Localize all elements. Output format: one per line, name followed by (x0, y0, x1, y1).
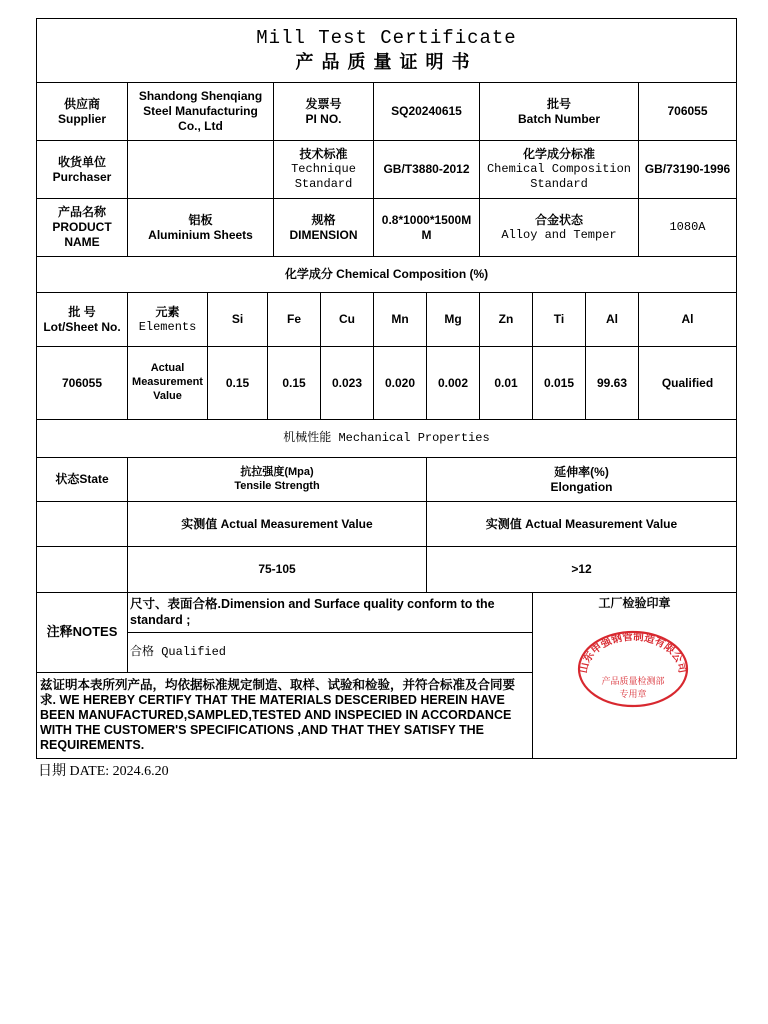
chem-standard-label-en1: Chemical Composition (486, 162, 632, 176)
tech-standard-value: GB/T3880-2012 (383, 162, 470, 176)
product-label-en1: PRODUCT (52, 220, 112, 234)
state-header: 状态State (55, 472, 109, 486)
chem-result: Qualified (661, 375, 714, 390)
dimension-label (274, 199, 373, 256)
title-en: Mill Test Certificate (256, 27, 517, 50)
elongation-header-cn: 延伸率(%) (554, 464, 609, 479)
chem-value: 0.002 (437, 375, 469, 390)
tensile-header (128, 458, 426, 501)
element-header: Mg (444, 312, 462, 326)
element-header: Cu (339, 312, 355, 326)
supplier-label-cn: 供应商 (63, 96, 100, 111)
product-label-cn: 产品名称 (57, 205, 106, 219)
purchaser-label (37, 141, 127, 198)
chem-value: 99.63 (596, 375, 628, 390)
alloy-value: 1080A (669, 220, 706, 234)
stamp-label: 工厂检验印章 (598, 596, 671, 610)
dimension-label-en: DIMENSION (289, 227, 358, 242)
chem-value: 0.020 (384, 375, 416, 390)
batch-value: 706055 (667, 104, 708, 118)
invoice-label (274, 83, 373, 140)
element-header: Al (606, 312, 618, 326)
supplier-value: Shandong Shenqiang Steel Manufacturing Co., Ltd (138, 89, 263, 133)
invoice-value: SQ20240615 (391, 104, 462, 118)
tensile-value: 75-105 (258, 562, 296, 576)
chem-lot-value: 706055 (61, 375, 103, 390)
element-header: Fe (286, 312, 301, 326)
element-header: Al (681, 312, 694, 326)
note-qualified: 合格 Qualified (130, 645, 227, 659)
tensile-header-cn: 抗拉强度(Mpa) (240, 465, 314, 478)
alloy-label (480, 199, 638, 256)
elements-header-cn: 元素 (155, 304, 180, 319)
elements-header-en: Elements (138, 319, 197, 334)
notes-label: 注释NOTES (46, 624, 118, 640)
purchaser-label-en: Purchaser (52, 169, 112, 184)
element-header: Si (231, 312, 244, 326)
purchaser-value (128, 141, 273, 198)
inspection-stamp (576, 629, 690, 709)
certification-statement: 兹证明本表所列产品，均依据标准规定制造、取样、试验和检验，并符合标准及合同要求. WE HEREBY CERTIFY THAT THE MATERIALS DESCERIBED HEREIN HAVE BEEN MANUFACTURED,SAMPLED,TESTED AND INSPECIED IN ACCORDANCE WITH THE CUSTOMER'S SPECIFICATIONS ,AND THAT THEY SATISFY THE REQUIREMENTS. (40, 678, 516, 752)
title-block (37, 19, 736, 82)
invoice-label-cn: 发票号 (305, 96, 342, 111)
batch-label-cn: 批号 (546, 96, 571, 111)
element-header: Ti (553, 312, 565, 326)
batch-label-en: Batch Number (517, 111, 600, 126)
batch-label (480, 83, 638, 140)
tech-standard-label (274, 141, 373, 198)
chem-standard-label (480, 141, 638, 198)
alloy-label-en: Alloy and Temper (501, 227, 617, 242)
dimension-label-cn: 规格 (311, 212, 336, 227)
product-label (37, 199, 127, 256)
chem-value: 0.15 (282, 375, 306, 390)
alloy-label-cn: 合金状态 (534, 212, 583, 227)
elements-header (128, 293, 207, 346)
chem-value: 0.15 (225, 375, 250, 390)
tech-standard-label-cn: 技术标准 (299, 147, 348, 161)
elongation-header-en: Elongation (550, 479, 613, 494)
element-header: Zn (498, 312, 514, 326)
mech-section-title: 机械性能 Mechanical Properties (283, 431, 490, 445)
lot-header (37, 293, 127, 346)
purchaser-label-cn: 收货单位 (57, 154, 106, 169)
stamp-line2: 专用章 (619, 689, 647, 699)
chem-standard-label-cn: 化学成分标准 (522, 147, 595, 161)
invoice-label-en: PI NO. (305, 111, 342, 126)
elongation-value: >12 (571, 562, 592, 576)
product-value (128, 199, 273, 256)
elongation-measure-label: 实测值 Actual Measurement Value (485, 516, 678, 531)
stamp-company: 山东申强钢管制造有限公司 (578, 631, 688, 675)
tensile-measure-label: 实测值 Actual Measurement Value (181, 516, 373, 531)
chem-value: 0.01 (494, 375, 518, 390)
chem-value: 0.023 (331, 375, 363, 390)
note-dimension-surface: 尺寸、表面合格.Dimension and Surface quality conform to the standard ; (130, 596, 495, 627)
product-value-en: Aluminium Sheets (148, 227, 253, 242)
issue-date: 日期 DATE: 2024.6.20 (38, 764, 169, 779)
chem-row-label: Actual Measurement Value (132, 362, 203, 402)
tech-standard-label-en2: Standard (294, 177, 353, 191)
product-value-cn: 铝板 (188, 212, 213, 227)
element-header: Mn (391, 312, 409, 326)
elongation-header (427, 458, 736, 501)
dimension-value: 0.8*1000*1500MM (381, 212, 472, 242)
lot-header-en: Lot/Sheet No. (43, 319, 121, 334)
chem-standard-value: GB/73190-1996 (644, 162, 731, 176)
supplier-label-en: Supplier (57, 111, 106, 126)
lot-header-cn: 批 号 (68, 304, 96, 319)
chem-standard-label-en2: Standard (530, 177, 588, 191)
stamp-line1: 产品质量检测部 (601, 676, 665, 686)
chem-value: 0.015 (543, 375, 575, 390)
tech-standard-label-en1: Technique (291, 162, 356, 176)
product-label-en2: NAME (64, 235, 100, 249)
chem-section-title: 化学成分 Chemical Composition (%) (284, 267, 489, 281)
supplier-label (37, 83, 127, 140)
tensile-header-en: Tensile Strength (234, 479, 320, 492)
title-cn: 产品质量证明书 (295, 52, 478, 73)
